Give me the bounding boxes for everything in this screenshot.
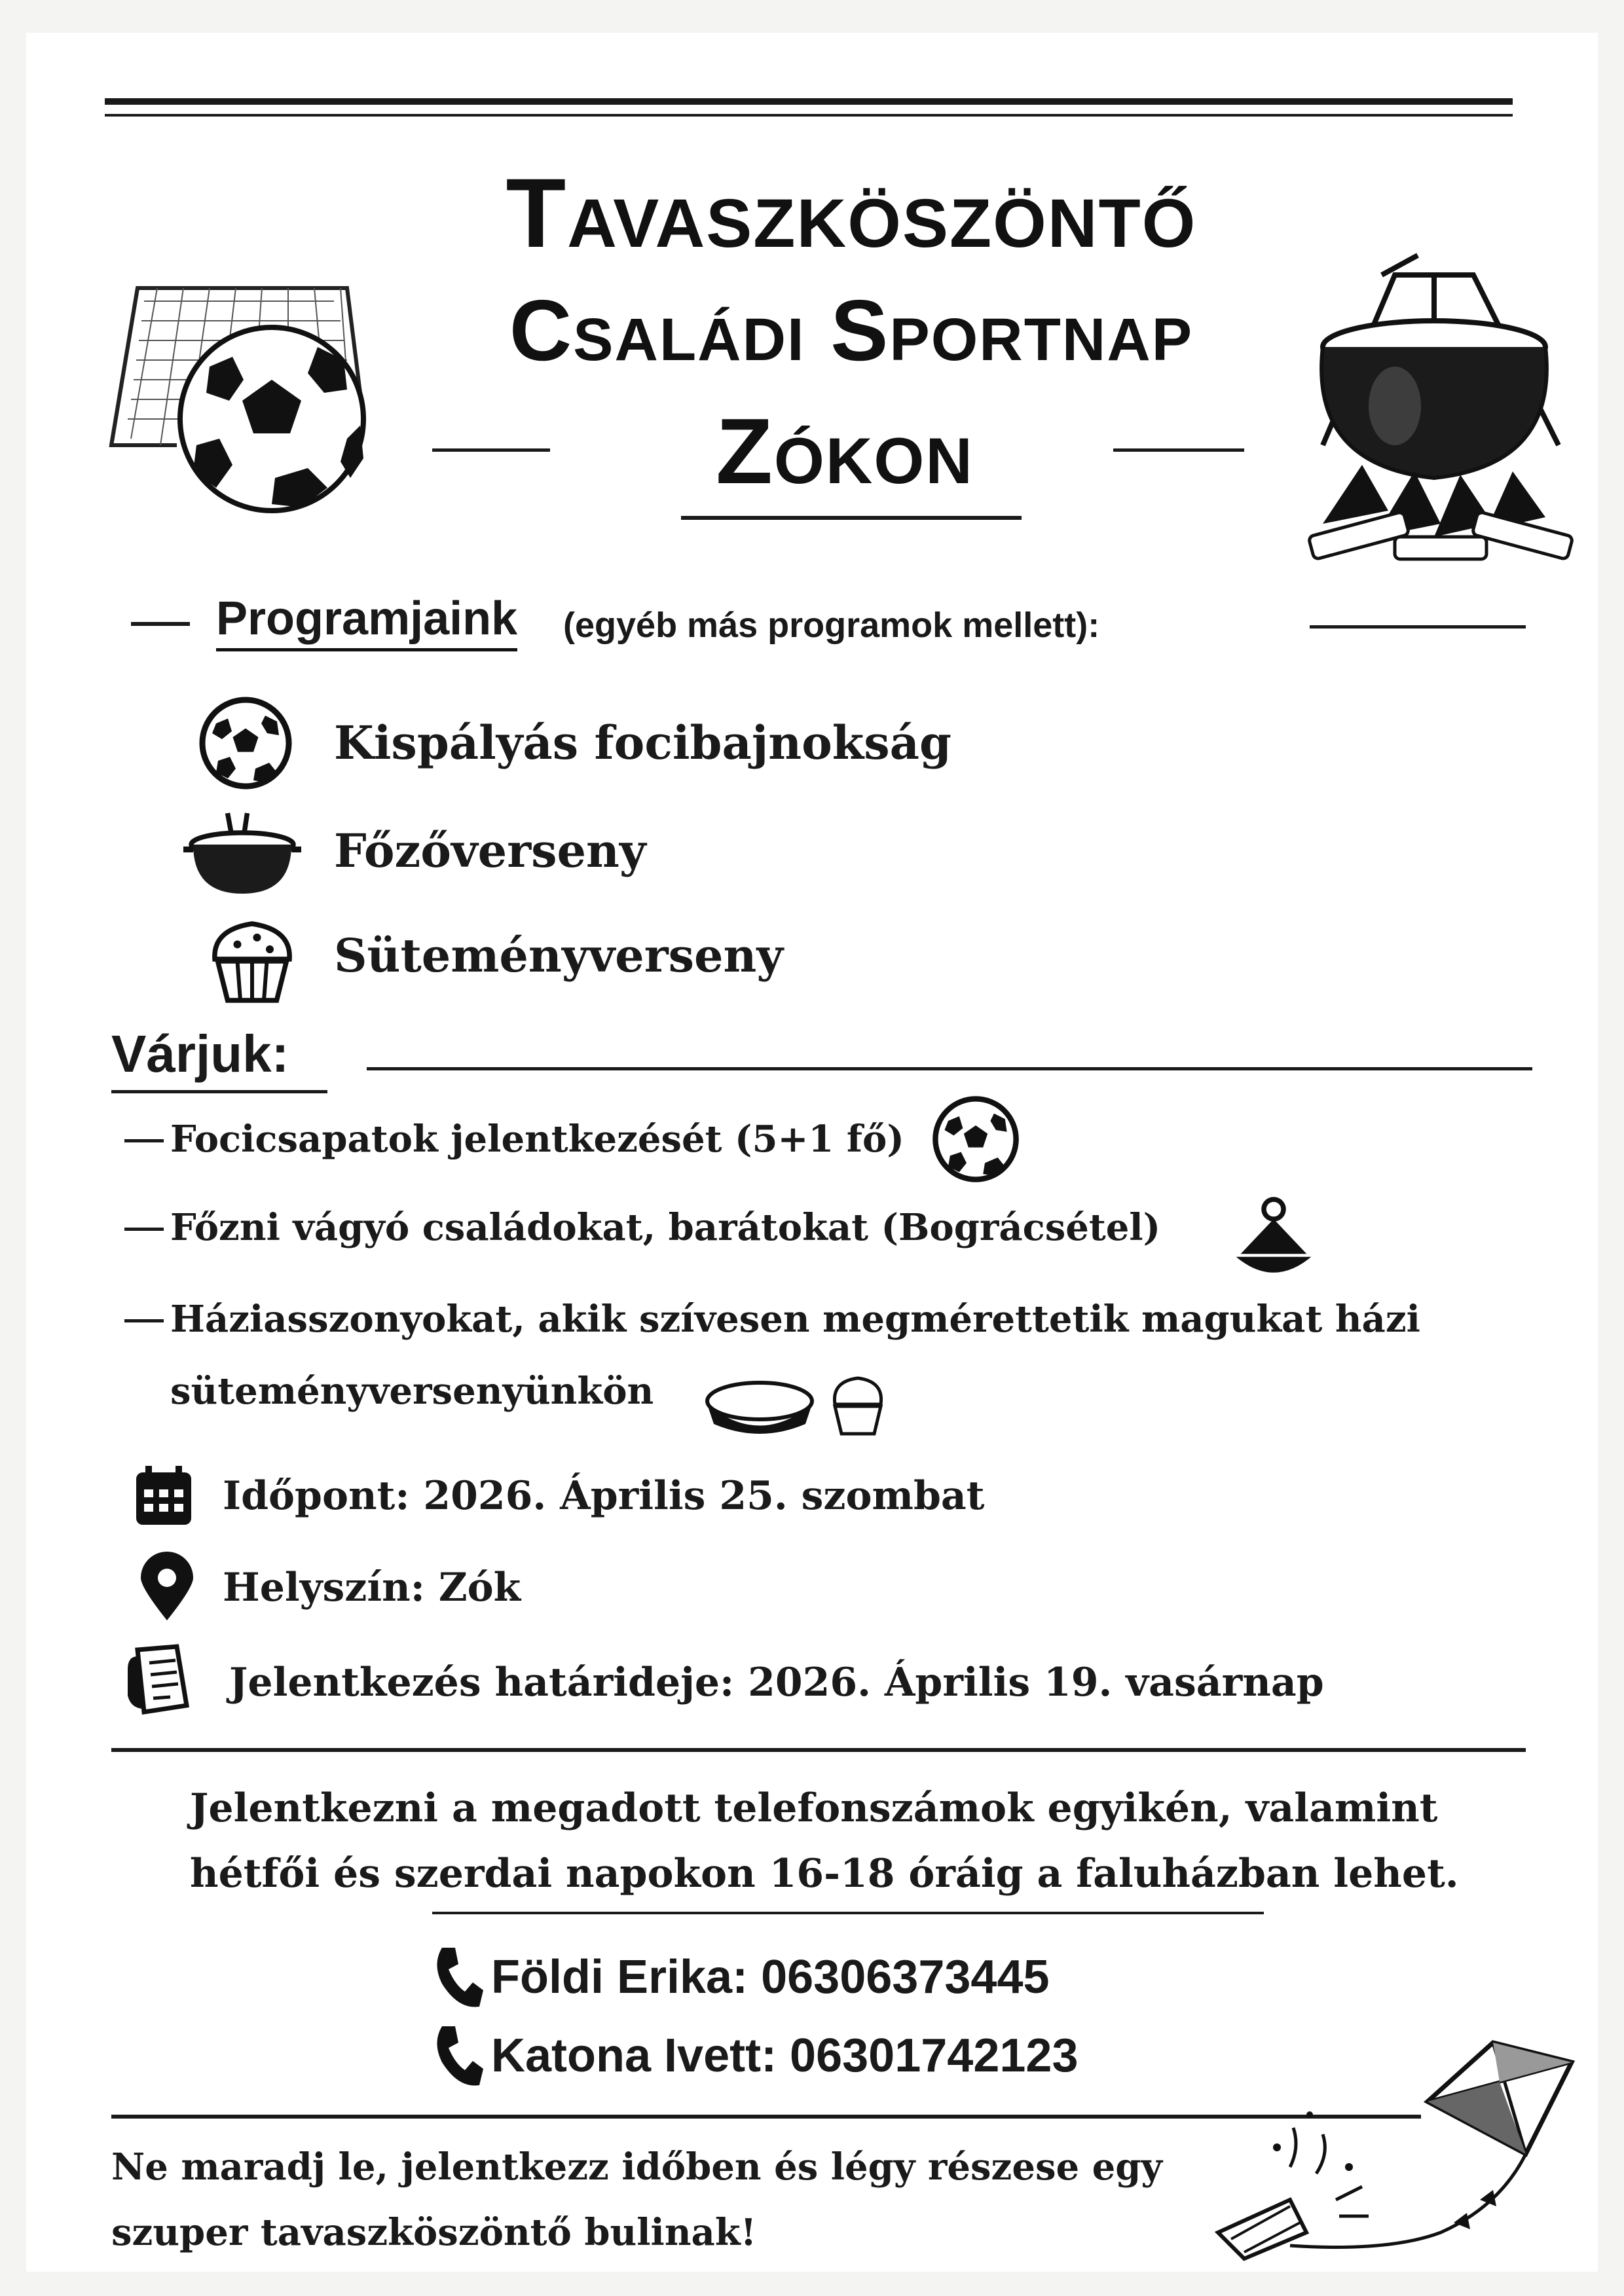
- registration-deadline: Jelentkezés határideje: 2026. Április 19. vasárnap: [229, 1660, 1324, 1705]
- invite-dash: [124, 1319, 164, 1322]
- programs-heading: Programjaink: [216, 589, 517, 651]
- invite-rule-right: [367, 1067, 1532, 1070]
- location-pin-icon: [138, 1552, 196, 1624]
- flyer-page: [26, 33, 1598, 2272]
- program-item-label: Süteményverseny: [334, 928, 784, 983]
- registration-text-line-2: hétfői és szerdai napokon 16-18 óráig a faluházban lehet.: [190, 1851, 1459, 1897]
- title-line-1: Tavaszköszöntő: [506, 158, 1197, 268]
- invite-dash: [124, 1139, 164, 1142]
- invite-heading: Várjuk:: [111, 1025, 289, 1083]
- programs-subheading: (egyéb más programok mellett):: [563, 606, 1100, 645]
- footer-text-line-1: Ne maradj le, jelentkezz időben és légy részese egy: [111, 2145, 1162, 2189]
- title-swoosh-right: [1113, 448, 1244, 452]
- invite-item-text: Főzni vágyó családokat, barátokat (Bográcsétel): [170, 1206, 1161, 1249]
- footer-text-line-2: szuper tavaszköszöntő bulinak!: [111, 2211, 757, 2254]
- programs-dash-left: [131, 622, 190, 626]
- top-rule-thin: [105, 114, 1513, 117]
- title-line-2: Családi Sportnap: [509, 282, 1194, 378]
- document-icon: [124, 1643, 196, 1715]
- program-item-label: Kispályás focibajnokság: [334, 716, 951, 770]
- title-swoosh-left: [432, 448, 550, 452]
- event-date: Időpont: 2026. Április 25. szombat: [223, 1473, 985, 1519]
- soccer-goal-ball-icon: [98, 229, 413, 517]
- program-item-label: Főzőverseny: [334, 824, 646, 878]
- cauldron-fire-icon: [1283, 249, 1585, 576]
- title-underline: [681, 516, 1022, 520]
- soccer-ball-icon: [196, 694, 295, 792]
- kettle-icon: [1225, 1192, 1323, 1290]
- event-location: Helyszín: Zók: [223, 1565, 521, 1611]
- registration-text-line-1: Jelentkezni a megadott telefonszámok egyikén, valamint: [190, 1785, 1438, 1831]
- phone-icon: [432, 2023, 485, 2088]
- programs-rule-right: [1310, 625, 1526, 629]
- calendar-icon: [131, 1463, 196, 1529]
- contact-phone[interactable]: Katona Ivett: 06301742123: [491, 2030, 1079, 2082]
- invite-item-text-cont: süteményversenyünkön: [170, 1370, 654, 1413]
- registration-underline: [432, 1912, 1264, 1914]
- invite-dash: [124, 1228, 164, 1231]
- invite-heading-underline: [111, 1090, 327, 1093]
- invite-item-text: Focicsapatok jelentkezését (5+1 fő): [170, 1118, 904, 1161]
- contact-phone[interactable]: Földi Erika: 06306373445: [491, 1951, 1050, 2003]
- phone-icon: [432, 1944, 485, 2010]
- soccer-ball-icon: [930, 1093, 1022, 1185]
- cooking-pot-icon: [177, 805, 308, 903]
- cupcake-icon: [203, 910, 301, 1008]
- title-line-3: Zókon: [716, 399, 974, 503]
- party-kite-icon: [1192, 2036, 1585, 2272]
- invite-item-text: Háziasszonyokat, akik szívesen megmérettetik magukat házi: [170, 1298, 1420, 1341]
- separator-rule: [111, 1748, 1526, 1752]
- pie-cupcake-icon: [701, 1368, 891, 1447]
- top-rule: [105, 98, 1513, 105]
